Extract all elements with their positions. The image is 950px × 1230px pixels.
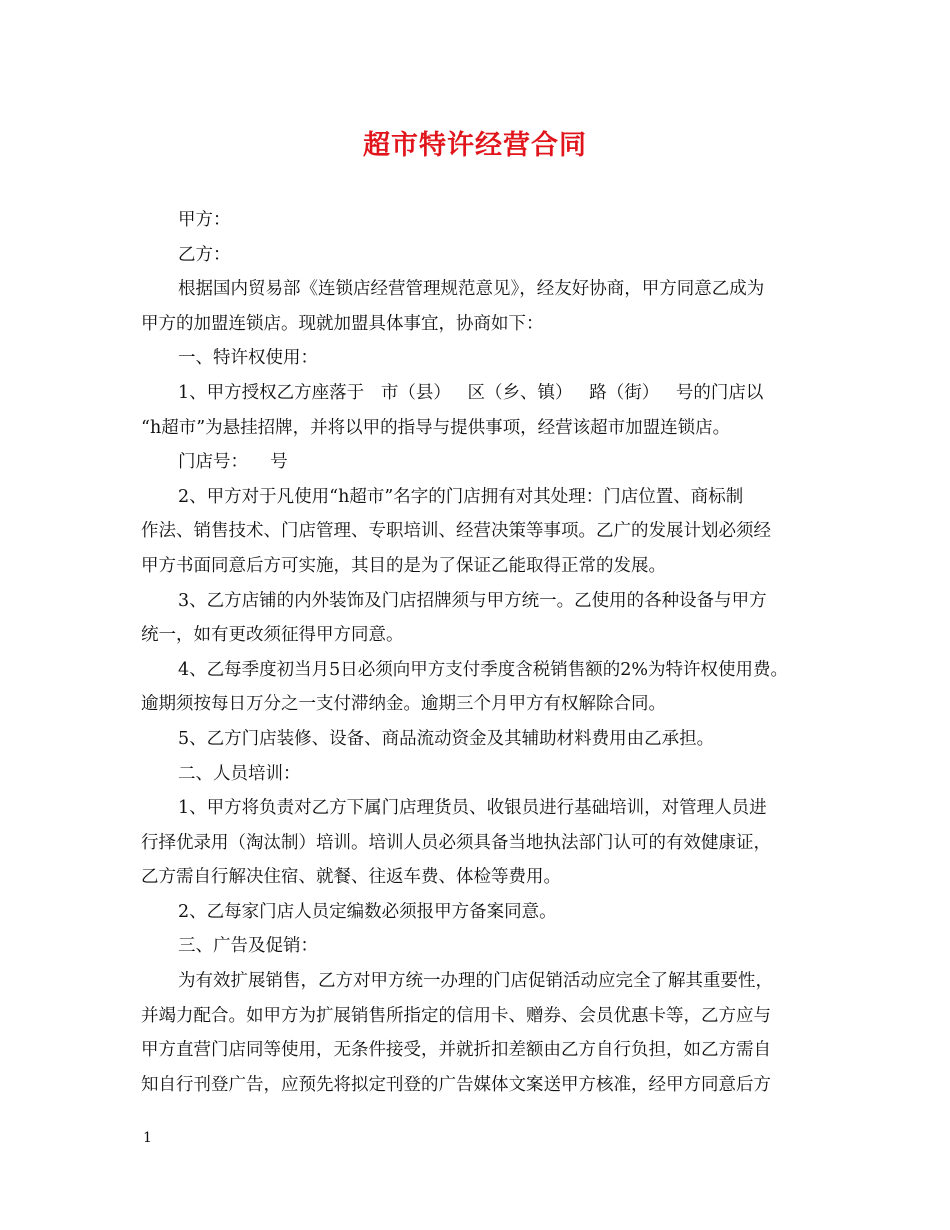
text-line: 4、乙每季度初当月5日必须向甲方支付季度含税销售额的2%为特许权使用费。 <box>178 659 789 680</box>
document-body <box>141 203 831 1102</box>
text-line: 1、甲方授权乙方座落于 市（县） 区（乡、镇） 路（街） 号的门店以 <box>178 382 764 403</box>
page-number: 1 <box>143 1130 152 1146</box>
text-line: 2、甲方对于凡使用“h超市”名字的门店拥有对其处理：门店位置、商标制 <box>178 486 744 507</box>
text-line: 统一，如有更改须征得甲方同意。 <box>141 625 404 646</box>
text-line: 作法、销售技术、门店管理、专职培训、经营决策等事项。乙广的发展计划必须经 <box>141 521 771 542</box>
text-line: 门店号： 号 <box>178 452 288 473</box>
text-line: 3、乙方店铺的内外装饰及门店招牌须与甲方统一。乙使用的各种设备与甲方 <box>178 590 767 611</box>
text-line: 5、乙方门店装修、设备、商品流动资金及其辅助材料费用由乙承担。 <box>178 728 715 749</box>
text-line: 甲方直营门店同等使用，无条件接受，并就折扣差额由乙方自行负担，如乙方需自 <box>141 1040 771 1061</box>
document-title: 超市特许经营合同 <box>363 130 587 161</box>
text-line: 三、广告及促销： <box>178 936 318 957</box>
text-line: “h超市”为悬挂招牌，并将以甲的指导与提供事项，经营该超市加盟连锁店。 <box>141 417 731 438</box>
text-line: 根据国内贸易部《连锁店经营管理规范意见》，经友好协商，甲方同意乙成为 <box>178 279 765 300</box>
text-line: 2、乙每家门店人员定编数必须报甲方备案同意。 <box>178 901 557 922</box>
text-line: 甲方： <box>178 210 231 230</box>
text-line: 二、人员培训： <box>178 763 301 784</box>
text-line: 一、特许权使用： <box>178 348 318 369</box>
text-line: 知自行刊登广告，应预先将拟定刊登的广告媒体文案送甲方核准，经甲方同意后方 <box>141 1074 771 1095</box>
text-line: 逾期须按每日万分之一支付滞纳金。逾期三个月甲方有权解除合同。 <box>141 694 666 715</box>
text-line: 为有效扩展销售，乙方对甲方统一办理的门店促销活动应完全了解其重要性， <box>178 971 773 992</box>
text-line: 乙方需自行解决住宿、就餐、往返车费、体检等费用。 <box>141 867 561 888</box>
text-line: 行择优录用（淘汰制）培训。培训人员必须具备当地执法部门认可的有效健康证， <box>141 832 771 853</box>
text-line: 并竭力配合。如甲方为扩展销售所指定的信用卡、赠券、会员优惠卡等，乙方应与 <box>141 1005 771 1026</box>
text-line: 乙方： <box>178 244 231 265</box>
text-line: 1、甲方将负责对乙方下属门店理货员、收银员进行基础培训，对管理人员进 <box>178 798 767 819</box>
text-line: 甲方书面同意后方可实施，其目的是为了保证乙能取得正常的发展。 <box>141 555 666 576</box>
text-line: 甲方的加盟连锁店。现就加盟具体事宜，协商如下： <box>141 313 544 334</box>
